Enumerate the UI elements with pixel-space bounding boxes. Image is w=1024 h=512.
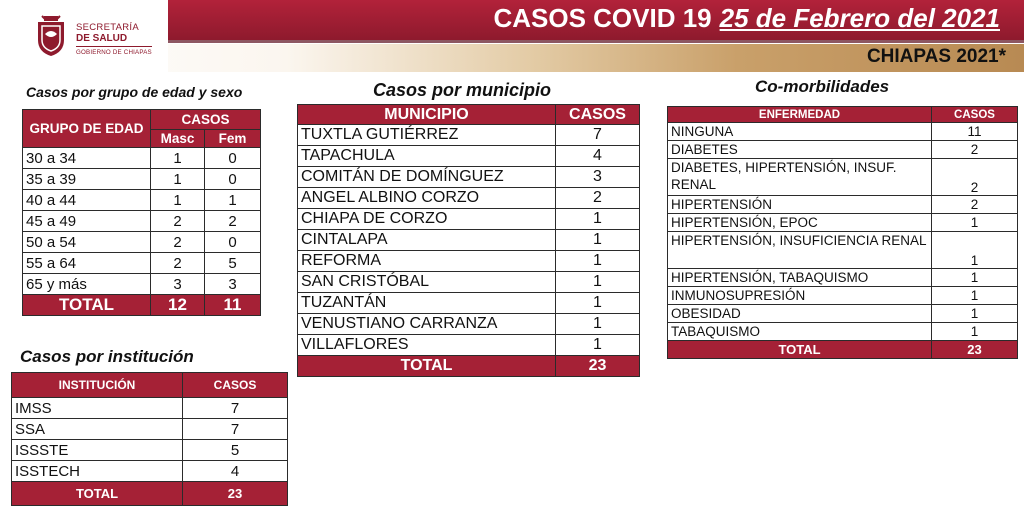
page-title bbox=[493, 3, 1000, 34]
age-group-cell: 30 a 34 bbox=[23, 148, 151, 169]
age-group-cell: 50 a 54 bbox=[23, 232, 151, 253]
male-cell: 1 bbox=[151, 148, 205, 169]
total-row bbox=[23, 295, 261, 316]
institution-cases: 4 bbox=[183, 461, 288, 482]
institution-name: SSA bbox=[12, 419, 183, 440]
male-cell: 2 bbox=[151, 232, 205, 253]
disease-cases: 1 bbox=[932, 323, 1018, 341]
municipality-cases-header: CASOS bbox=[556, 105, 640, 125]
table-row bbox=[298, 146, 640, 167]
table-row bbox=[12, 398, 288, 419]
municipality-cases: 7 bbox=[556, 125, 640, 146]
total-value: 23 bbox=[183, 482, 288, 506]
municipality-cases: 1 bbox=[556, 314, 640, 335]
institution-header: INSTITUCIÓN bbox=[12, 373, 183, 398]
municipality-cases: 1 bbox=[556, 335, 640, 356]
institution-cases: 7 bbox=[183, 419, 288, 440]
table-row bbox=[23, 274, 261, 295]
municipality-cases: 3 bbox=[556, 167, 640, 188]
logo-text-line1: SECRETARÍA bbox=[76, 22, 140, 33]
table-row bbox=[23, 148, 261, 169]
total-label: TOTAL bbox=[668, 341, 932, 359]
municipality-cases: 1 bbox=[556, 209, 640, 230]
disease-name: TABAQUISMO bbox=[668, 323, 932, 341]
total-male: 12 bbox=[151, 295, 205, 316]
table-row bbox=[668, 159, 1018, 196]
disease-name: NINGUNA bbox=[668, 123, 932, 141]
municipality-section-title: Casos por municipio bbox=[373, 80, 552, 100]
disease-name: HIPERTENSIÓN, EPOC bbox=[668, 214, 932, 232]
municipality-header: MUNICIPIO bbox=[298, 105, 556, 125]
table-row bbox=[23, 232, 261, 253]
logo-text-line2: DE SALUD bbox=[76, 33, 128, 44]
total-label: TOTAL bbox=[298, 356, 556, 377]
disease-cases: 2 bbox=[932, 159, 1018, 196]
municipality-name: TUXTLA GUTIÉRREZ bbox=[298, 125, 556, 146]
female-cell: 5 bbox=[205, 253, 261, 274]
female-cell: 0 bbox=[205, 232, 261, 253]
total-row bbox=[12, 482, 288, 506]
female-cell: 0 bbox=[205, 169, 261, 190]
logo-text-line3: GOBIERNO DE CHIAPAS bbox=[76, 49, 152, 56]
municipality-name: TUZANTÁN bbox=[298, 293, 556, 314]
institution-section-title: Casos por institución bbox=[20, 347, 194, 366]
table-row bbox=[298, 335, 640, 356]
age-group-cell: 65 y más bbox=[23, 274, 151, 295]
municipality-name: SAN CRISTÓBAL bbox=[298, 272, 556, 293]
total-value: 23 bbox=[932, 341, 1018, 359]
municipality-name: CHIAPA DE CORZO bbox=[298, 209, 556, 230]
municipality-cases: 1 bbox=[556, 251, 640, 272]
table-row bbox=[668, 123, 1018, 141]
disease-name: HIPERTENSIÓN, INSUFICIENCIA RENAL bbox=[668, 232, 932, 269]
institution-cases: 5 bbox=[183, 440, 288, 461]
disease-name: HIPERTENSIÓN, TABAQUISMO bbox=[668, 269, 932, 287]
disease-name: DIABETES bbox=[668, 141, 932, 159]
male-cell: 1 bbox=[151, 190, 205, 211]
disease-cases: 1 bbox=[932, 214, 1018, 232]
municipality-name: CINTALAPA bbox=[298, 230, 556, 251]
disease-cases: 1 bbox=[932, 232, 1018, 269]
municipality-cases: 4 bbox=[556, 146, 640, 167]
female-cell: 3 bbox=[205, 274, 261, 295]
disease-name: OBESIDAD bbox=[668, 305, 932, 323]
disease-cases: 1 bbox=[932, 305, 1018, 323]
disease-cases: 1 bbox=[932, 269, 1018, 287]
table-row bbox=[668, 196, 1018, 214]
table-row bbox=[23, 211, 261, 232]
disease-name: INMUNOSUPRESIÓN bbox=[668, 287, 932, 305]
table-row bbox=[668, 141, 1018, 159]
logo bbox=[0, 0, 168, 72]
female-header: Fem bbox=[205, 130, 261, 148]
table-row bbox=[298, 188, 640, 209]
table-row bbox=[668, 269, 1018, 287]
total-row bbox=[668, 341, 1018, 359]
table-row bbox=[12, 419, 288, 440]
total-row bbox=[298, 356, 640, 377]
disease-header: ENFERMEDAD bbox=[668, 107, 932, 123]
disease-cases: 2 bbox=[932, 141, 1018, 159]
municipality-cases: 1 bbox=[556, 293, 640, 314]
table-row bbox=[668, 287, 1018, 305]
municipality-name: REFORMA bbox=[298, 251, 556, 272]
table-row bbox=[298, 293, 640, 314]
table-row bbox=[298, 125, 640, 146]
region-label: CHIAPAS 2021* bbox=[866, 46, 1006, 67]
institution-table bbox=[11, 372, 288, 506]
age-sex-table bbox=[22, 109, 261, 316]
female-cell: 1 bbox=[205, 190, 261, 211]
municipality-cases: 1 bbox=[556, 272, 640, 293]
municipality-name: ANGEL ALBINO CORZO bbox=[298, 188, 556, 209]
age-group-cell: 45 a 49 bbox=[23, 211, 151, 232]
male-cell: 2 bbox=[151, 253, 205, 274]
age-group-cell: 35 a 39 bbox=[23, 169, 151, 190]
table-row bbox=[23, 253, 261, 274]
municipality-name: VENUSTIANO CARRANZA bbox=[298, 314, 556, 335]
table-row bbox=[23, 190, 261, 211]
age-cases-header: CASOS bbox=[151, 110, 261, 130]
table-row bbox=[23, 169, 261, 190]
total-label: TOTAL bbox=[12, 482, 183, 506]
institution-cases: 7 bbox=[183, 398, 288, 419]
table-row bbox=[668, 323, 1018, 341]
age-group-header: GRUPO DE EDAD bbox=[23, 110, 151, 148]
female-cell: 0 bbox=[205, 148, 261, 169]
age-group-cell: 55 a 64 bbox=[23, 253, 151, 274]
municipality-cases: 1 bbox=[556, 230, 640, 251]
table-row bbox=[668, 214, 1018, 232]
comorbidity-table bbox=[667, 106, 1018, 359]
age-group-cell: 40 a 44 bbox=[23, 190, 151, 211]
table-row bbox=[298, 167, 640, 188]
table-row bbox=[298, 230, 640, 251]
disease-name: HIPERTENSIÓN bbox=[668, 196, 932, 214]
institution-name: ISSTECH bbox=[12, 461, 183, 482]
table-row bbox=[298, 251, 640, 272]
municipality-name: COMITÁN DE DOMÍNGUEZ bbox=[298, 167, 556, 188]
title-text: CASOS COVID 19 bbox=[493, 3, 712, 33]
logo-divider bbox=[76, 46, 152, 47]
table-row bbox=[668, 305, 1018, 323]
total-label: TOTAL bbox=[23, 295, 151, 316]
disease-cases: 11 bbox=[932, 123, 1018, 141]
municipality-name: TAPACHULA bbox=[298, 146, 556, 167]
male-header: Masc bbox=[151, 130, 205, 148]
institution-cases-header: CASOS bbox=[183, 373, 288, 398]
male-cell: 3 bbox=[151, 274, 205, 295]
report-date: 25 de Febrero del 2021 bbox=[719, 3, 1000, 33]
female-cell: 2 bbox=[205, 211, 261, 232]
total-female: 11 bbox=[205, 295, 261, 316]
male-cell: 2 bbox=[151, 211, 205, 232]
total-value: 23 bbox=[556, 356, 640, 377]
comorbidity-cases-header: CASOS bbox=[932, 107, 1018, 123]
coat-of-arms-icon bbox=[34, 14, 68, 58]
male-cell: 1 bbox=[151, 169, 205, 190]
comorbidity-section-title: Co-morbilidades bbox=[755, 77, 890, 96]
age-section-title: Casos por grupo de edad y sexo bbox=[26, 84, 243, 100]
municipality-cases: 2 bbox=[556, 188, 640, 209]
table-row bbox=[12, 461, 288, 482]
table-row bbox=[298, 314, 640, 335]
disease-cases: 1 bbox=[932, 287, 1018, 305]
table-row bbox=[298, 209, 640, 230]
disease-cases: 2 bbox=[932, 196, 1018, 214]
table-row bbox=[668, 232, 1018, 269]
table-row bbox=[12, 440, 288, 461]
table-row bbox=[298, 272, 640, 293]
municipality-name: VILLAFLORES bbox=[298, 335, 556, 356]
municipality-table bbox=[297, 104, 640, 377]
institution-name: ISSSTE bbox=[12, 440, 183, 461]
institution-name: IMSS bbox=[12, 398, 183, 419]
disease-name: DIABETES, HIPERTENSIÓN, INSUF. RENAL bbox=[668, 159, 932, 196]
